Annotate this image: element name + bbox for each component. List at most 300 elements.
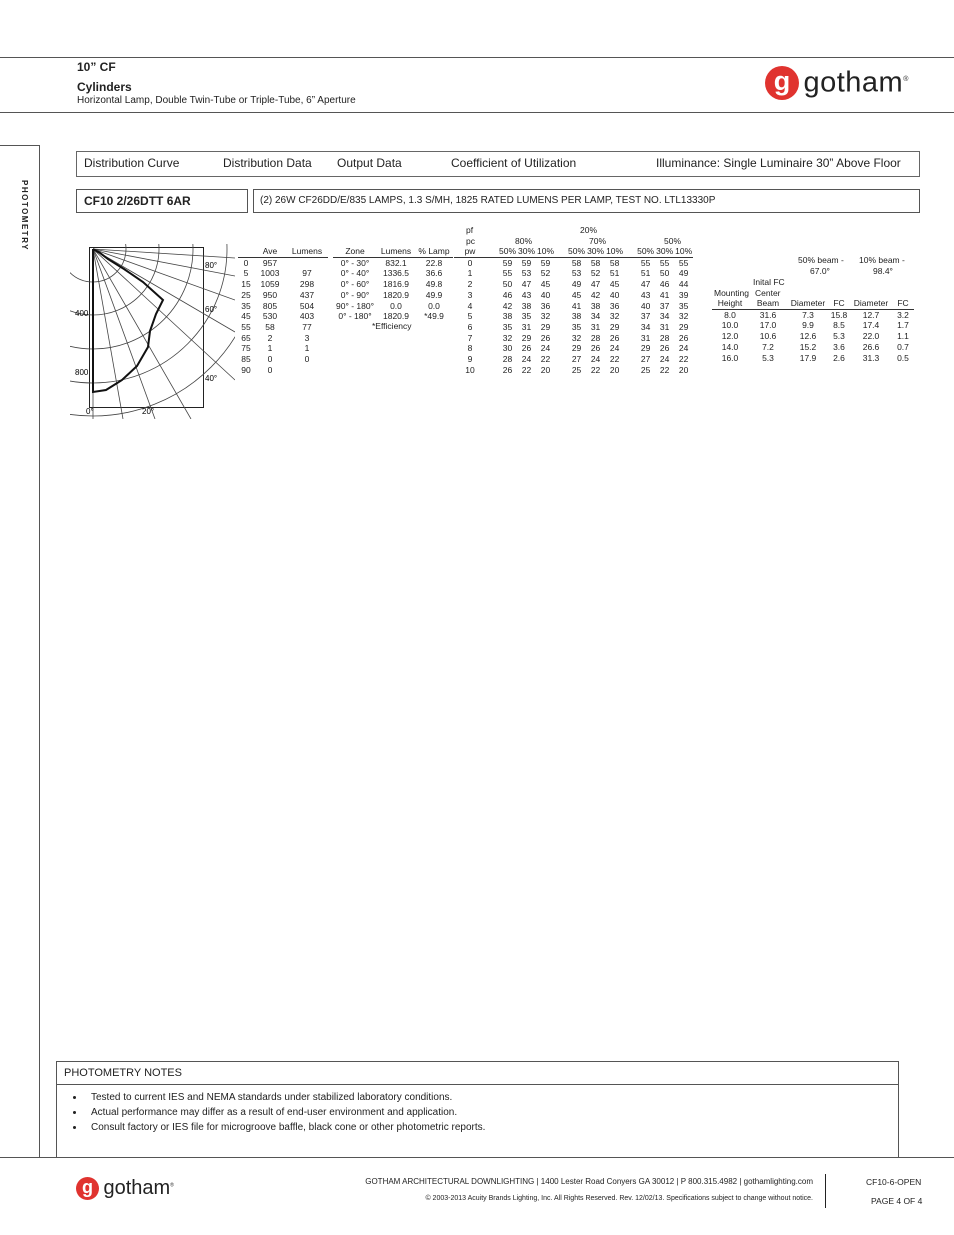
cu-pw-c50: 50%	[637, 246, 655, 256]
cu-pf-label: pf	[466, 225, 474, 235]
table-cell: 36	[540, 300, 551, 311]
table-cell: 26.6	[862, 341, 880, 352]
spacer-cell	[555, 333, 567, 344]
table-cell: 29	[540, 321, 551, 332]
table-cell: 12.7	[862, 309, 880, 320]
table-cell: 5	[243, 268, 249, 279]
table-cell: 0° - 60°	[340, 279, 370, 290]
table-cell: 24	[521, 354, 532, 365]
top-rule	[0, 57, 954, 58]
table-cell: 0.0	[390, 300, 402, 311]
table-cell: 1816.9	[383, 279, 409, 290]
table-cell: 58	[609, 257, 620, 268]
table-cell: 51	[609, 268, 620, 279]
spacer-cell	[486, 290, 498, 301]
table-cell: 25	[640, 364, 651, 375]
table-cell: 44	[678, 279, 689, 290]
table-cell: 42	[590, 289, 601, 300]
table-cell: 22	[609, 354, 620, 365]
table-cell: 29	[571, 343, 582, 354]
table-cell: 59	[540, 257, 551, 268]
table-cell: 47	[590, 279, 601, 290]
illum-header-height: Height	[712, 298, 748, 309]
note-item: • Tested to current IES and NEMA standards under stabilized laboratory conditions.	[85, 1090, 898, 1105]
distribution-data-table	[238, 246, 328, 375]
table-cell: 31.3	[862, 352, 880, 363]
sidebar-rule	[39, 145, 40, 1157]
table-cell: 40	[609, 289, 620, 300]
table-cell: 2	[267, 332, 273, 343]
table-cell: 26	[609, 332, 620, 343]
distribution-row	[238, 257, 328, 268]
table-cell: 3	[467, 289, 473, 300]
curve-label-800: 800	[75, 368, 89, 377]
spacer-cell	[555, 301, 567, 312]
table-cell: 35	[502, 321, 513, 332]
spacer-cell	[486, 333, 498, 344]
curve-label-400: 400	[75, 309, 89, 318]
table-cell: 46	[659, 279, 670, 290]
spacer-cell	[555, 343, 567, 354]
table-cell: 90° - 180°	[336, 300, 374, 311]
curve-label-40: 40°	[205, 374, 218, 383]
illum-header-diameter-10: Diameter	[850, 298, 892, 309]
spacer-cell	[486, 268, 498, 279]
footer-divider	[825, 1174, 826, 1208]
table-cell: 0	[267, 354, 273, 365]
table-cell: 26	[590, 343, 601, 354]
table-cell: 8.0	[724, 309, 736, 320]
table-cell: 29	[640, 343, 651, 354]
table-cell: 15	[241, 279, 251, 290]
table-cell: 15.8	[830, 309, 848, 320]
table-cell: 25	[241, 289, 251, 300]
distribution-row	[238, 343, 328, 354]
spacer-cell	[486, 343, 498, 354]
spacer-cell	[624, 311, 636, 322]
spacer-cell	[555, 268, 567, 279]
table-cell	[286, 365, 328, 376]
table-cell: 9.9	[802, 320, 814, 331]
table-cell: 805	[262, 300, 278, 311]
table-cell: 1.1	[897, 331, 909, 342]
distribution-row	[238, 365, 328, 376]
table-cell: 35	[521, 311, 532, 322]
table-cell: 42	[502, 300, 513, 311]
footer-gotham-g-icon: g	[76, 1177, 99, 1200]
cu-row	[454, 290, 693, 301]
table-cell: 2	[467, 279, 473, 290]
table-cell: 36.6	[425, 268, 443, 279]
table-cell: 55	[241, 321, 251, 332]
table-cell: 49	[678, 268, 689, 279]
table-cell: 3	[304, 332, 310, 343]
logo-wordmark: gotham	[803, 66, 904, 99]
gotham-logo: g gotham®	[765, 66, 908, 102]
header-rule	[0, 112, 954, 113]
table-cell: 75	[241, 343, 251, 354]
table-cell: 0° - 40°	[340, 268, 370, 279]
table-cell: 27	[571, 354, 582, 365]
table-cell: 45	[241, 311, 251, 322]
table-cell: 1	[267, 343, 273, 354]
illum-header-fc-10: FC	[892, 298, 914, 309]
table-cell: 38	[571, 311, 582, 322]
table-cell: 50	[502, 279, 513, 290]
illum-header-diameter-50: Diameter	[788, 298, 828, 309]
table-cell: 15.2	[799, 341, 817, 352]
table-cell: 41	[659, 289, 670, 300]
distribution-row	[238, 279, 328, 290]
curve-label-0: 0°	[86, 407, 94, 416]
dist-header-ave: Ave	[254, 246, 286, 257]
table-cell: 24	[609, 343, 620, 354]
table-cell: 55	[640, 257, 651, 268]
table-cell: 9	[467, 354, 473, 365]
table-cell: 77	[302, 321, 312, 332]
catalog-code: CF10 2/26DTT 6AR	[84, 194, 191, 208]
table-cell: 65	[241, 332, 251, 343]
spacer-cell	[624, 257, 636, 268]
tab-output-data[interactable]: Output Data	[337, 156, 402, 170]
table-cell: 950	[262, 289, 278, 300]
table-cell: 38	[502, 311, 513, 322]
table-cell: 45	[609, 279, 620, 290]
curve-label-60: 60°	[205, 305, 218, 314]
table-cell: 85	[241, 354, 251, 365]
table-cell: 20	[609, 364, 620, 375]
cu-pw-c30: 30%	[656, 246, 674, 256]
table-cell: 1820.9	[383, 289, 409, 300]
table-cell: 26	[678, 332, 689, 343]
table-cell: 2.6	[833, 352, 845, 363]
table-cell: 14.0	[721, 341, 739, 352]
cu-pw-c10: 10%	[675, 246, 693, 256]
table-cell: 298	[299, 279, 315, 290]
illuminance-row	[712, 320, 914, 331]
table-cell: 1336.5	[383, 268, 409, 279]
output-header-zone: Zone	[333, 246, 377, 257]
table-cell: 3.2	[897, 309, 909, 320]
notes-title: PHOTOMETRY NOTES	[64, 1067, 182, 1079]
spacer-cell	[624, 333, 636, 344]
table-cell: 22.8	[425, 257, 443, 268]
table-cell: 31	[521, 321, 532, 332]
cu-pc-70: 70%	[589, 235, 607, 246]
cu-row	[454, 279, 693, 290]
table-cell: 59	[502, 257, 513, 268]
table-cell: 46	[502, 289, 513, 300]
table-cell: 53	[521, 268, 532, 279]
table-cell: 58	[265, 321, 275, 332]
table-cell: 29	[609, 321, 620, 332]
table-cell: 49	[571, 279, 582, 290]
footer-logo: g gotham®	[76, 1177, 174, 1200]
table-cell: 0° - 30°	[340, 257, 370, 268]
table-cell: 10.6	[759, 331, 777, 342]
cu-pc-50: 50%	[664, 235, 682, 246]
spacer-cell	[624, 301, 636, 312]
distribution-row	[238, 301, 328, 312]
spacer-cell	[486, 354, 498, 365]
cu-pf-value: 20%	[580, 225, 598, 235]
cu-row	[454, 365, 693, 376]
table-cell: 32	[571, 332, 582, 343]
table-cell: 22.0	[862, 331, 880, 342]
table-cell: 8.5	[833, 320, 845, 331]
illuminance-row	[712, 342, 914, 353]
tab-illuminance[interactable]: Illuminance: Single Luminaire 30” Above Floor	[656, 156, 901, 170]
spacer-cell	[486, 301, 498, 312]
table-cell: 17.9	[799, 352, 817, 363]
table-cell: 34	[590, 311, 601, 322]
table-cell: 22	[659, 364, 670, 375]
cu-row	[454, 311, 693, 322]
table-cell: 24	[659, 354, 670, 365]
table-cell: 31	[590, 321, 601, 332]
initial-fc-label-2: Center	[755, 288, 781, 298]
curve-label-20: 20°	[142, 407, 155, 416]
table-cell: 35	[678, 300, 689, 311]
table-cell: 37	[640, 311, 651, 322]
cu-pw-b30: 30%	[587, 246, 605, 256]
illum-header-beam: Beam	[748, 298, 788, 309]
spacer-cell	[486, 257, 498, 268]
cu-row	[454, 333, 693, 344]
table-cell: 97	[302, 268, 312, 279]
table-cell: 58	[571, 257, 582, 268]
table-cell: 0	[304, 354, 310, 365]
table-cell: 55	[659, 257, 670, 268]
spacer-cell	[486, 311, 498, 322]
spacer-cell	[624, 365, 636, 376]
spacer-cell	[555, 365, 567, 376]
output-row	[333, 257, 453, 268]
photometry-tab-bar	[76, 151, 920, 177]
table-cell: 35	[571, 321, 582, 332]
table-cell: 10.0	[721, 320, 739, 331]
table-cell: 26	[521, 343, 532, 354]
table-cell: 25	[571, 364, 582, 375]
catalog-spec-box	[253, 189, 920, 213]
spacer-cell	[624, 290, 636, 301]
table-cell: 0	[243, 257, 249, 268]
table-cell: 26	[502, 364, 513, 375]
cu-pw-label: pw	[454, 246, 486, 257]
output-data-table	[333, 246, 453, 322]
table-cell: 49.9	[425, 289, 443, 300]
cu-pw-a30: 30%	[518, 246, 536, 256]
table-cell	[286, 257, 328, 268]
table-cell: 52	[590, 268, 601, 279]
output-header-lumens: Lumens	[377, 246, 415, 257]
table-cell: 28	[502, 354, 513, 365]
photometry-notes-box	[56, 1061, 899, 1158]
curve-label-80: 80°	[205, 261, 218, 270]
distribution-row	[238, 311, 328, 322]
table-cell: 41	[571, 300, 582, 311]
table-cell: 45	[540, 279, 551, 290]
beam10-label-2: 98.4°	[873, 266, 893, 276]
catalog-code-box	[76, 189, 248, 213]
section-side-label: PHOTOMETRY	[20, 180, 29, 252]
footer-logo-wordmark: gotham	[103, 1177, 171, 1199]
spacer-cell	[555, 257, 567, 268]
table-cell: 4	[467, 300, 473, 311]
table-cell: 43	[521, 289, 532, 300]
illuminance-table	[712, 298, 914, 363]
beam50-label-1: 50% beam -	[798, 255, 844, 265]
distribution-row	[238, 268, 328, 279]
cu-pc-80: 80%	[515, 235, 533, 246]
footer-page-number: PAGE 4 OF 4	[871, 1196, 923, 1206]
table-cell: 22	[678, 354, 689, 365]
output-header-percent-lamp: % Lamp	[415, 246, 453, 257]
spacer-cell	[555, 311, 567, 322]
cu-row	[454, 301, 693, 312]
table-cell: 20	[678, 364, 689, 375]
spacer-cell	[624, 279, 636, 290]
table-cell: 34	[659, 311, 670, 322]
table-cell: 37	[659, 300, 670, 311]
table-cell: 22	[521, 364, 532, 375]
output-row	[333, 301, 453, 312]
table-cell: 59	[521, 257, 532, 268]
tab-distribution-curve[interactable]: Distribution Curve	[84, 156, 180, 170]
cu-pc-label: pc	[466, 235, 475, 246]
spacer-cell	[555, 279, 567, 290]
table-cell: 55	[502, 268, 513, 279]
table-cell: 5	[467, 311, 473, 322]
table-cell: 49.8	[425, 279, 443, 290]
sidebar-top-rule	[0, 145, 40, 146]
table-cell: 1	[304, 343, 310, 354]
distribution-row	[238, 354, 328, 365]
table-cell: 90	[241, 364, 251, 375]
table-cell: 50	[659, 268, 670, 279]
cu-pw-a10: 10%	[537, 246, 555, 256]
table-cell: 6	[467, 321, 473, 332]
table-cell: 0.0	[428, 300, 440, 311]
table-cell: 32	[540, 311, 551, 322]
spacer-cell	[486, 365, 498, 376]
table-cell: 5.3	[833, 331, 845, 342]
gotham-g-icon: g	[765, 66, 799, 100]
table-cell: 38	[590, 300, 601, 311]
table-cell: *49.9	[424, 311, 444, 322]
table-cell: 403	[299, 311, 315, 322]
table-cell: 0.5	[897, 352, 909, 363]
table-cell: 22	[590, 364, 601, 375]
table-cell: 24	[540, 343, 551, 354]
table-cell: 31	[659, 321, 670, 332]
cu-pw-b10: 10%	[606, 246, 624, 256]
product-description: Horizontal Lamp, Double Twin-Tube or Triple-Tube, 6” Aperture	[77, 95, 356, 106]
footer-doc-code: CF10-6-OPEN	[866, 1177, 922, 1187]
table-cell: 530	[262, 311, 278, 322]
cu-row	[454, 322, 693, 333]
table-cell: 32	[609, 311, 620, 322]
table-cell: 0° - 90°	[340, 289, 370, 300]
table-cell: 26	[540, 332, 551, 343]
output-efficiency-note: *Efficiency	[372, 321, 412, 331]
table-cell: 12.6	[799, 331, 817, 342]
spacer-cell	[624, 354, 636, 365]
spacer-cell	[624, 322, 636, 333]
table-cell: 957	[262, 257, 278, 268]
tab-coefficient-of-utilization[interactable]: Coefficient of Utilization	[451, 156, 577, 170]
cu-table	[454, 246, 693, 375]
table-cell: 24	[678, 343, 689, 354]
cu-row	[454, 354, 693, 365]
distribution-curve-chart	[70, 244, 235, 419]
beam50-label-2: 67.0°	[810, 266, 830, 276]
table-cell: 832.1	[385, 257, 407, 268]
mounting-label: Mounting	[714, 288, 749, 298]
catalog-spec: (2) 26W CF26DD/E/835 LAMPS, 1.3 S/MH, 1825 RATED LUMENS PER LAMP, TEST NO. LTL13330P	[260, 195, 716, 206]
table-cell: 20	[540, 364, 551, 375]
cu-pw-a50: 50%	[499, 246, 517, 256]
table-cell: 39	[678, 289, 689, 300]
table-cell: 437	[299, 289, 315, 300]
table-cell: 0	[267, 364, 273, 375]
note-item: • Actual performance may differ as a result of end-user environment and application.	[85, 1105, 898, 1120]
table-cell: 32	[678, 311, 689, 322]
illuminance-row	[712, 331, 914, 342]
table-cell: 5.3	[762, 352, 774, 363]
table-cell: 1059	[260, 279, 280, 290]
table-cell: 26	[659, 343, 670, 354]
distribution-row	[238, 290, 328, 301]
table-cell: 17.0	[759, 320, 777, 331]
output-row	[333, 268, 453, 279]
spacer-cell	[624, 343, 636, 354]
tab-distribution-data[interactable]: Distribution Data	[223, 156, 312, 170]
spacer-cell	[486, 322, 498, 333]
table-cell: 43	[640, 289, 651, 300]
table-cell: 45	[571, 289, 582, 300]
dist-header-lumens: Lumens	[286, 246, 328, 257]
notes-header	[57, 1062, 898, 1085]
table-cell: 51	[640, 268, 651, 279]
table-cell: 55	[678, 257, 689, 268]
illum-header-fc-50: FC	[828, 298, 850, 309]
table-cell: 34	[640, 321, 651, 332]
product-title: 10” CF	[77, 60, 116, 74]
spacer-cell	[555, 290, 567, 301]
spacer-cell	[624, 268, 636, 279]
beam10-label-1: 10% beam -	[859, 255, 905, 265]
table-cell: 7	[467, 332, 473, 343]
table-cell: 58	[590, 257, 601, 268]
cu-pw-b50: 50%	[568, 246, 586, 256]
spacer-cell	[555, 322, 567, 333]
table-cell: 36	[609, 300, 620, 311]
table-cell: 8	[467, 343, 473, 354]
table-cell: 1003	[260, 268, 280, 279]
illuminance-row	[712, 353, 914, 364]
table-cell: 22	[540, 354, 551, 365]
table-cell: 29	[521, 332, 532, 343]
table-cell: 0° - 180°	[338, 311, 372, 322]
output-row	[333, 279, 453, 290]
table-cell: 53	[571, 268, 582, 279]
footer-address: GOTHAM ARCHITECTURAL DOWNLIGHTING | 1400 Lester Road Conyers GA 30012 | P 800.315.4982 | gothamlighting.com	[365, 1177, 813, 1186]
table-cell: 28	[590, 332, 601, 343]
notes-list	[57, 1090, 898, 1135]
table-cell: 40	[540, 289, 551, 300]
table-cell: 47	[521, 279, 532, 290]
